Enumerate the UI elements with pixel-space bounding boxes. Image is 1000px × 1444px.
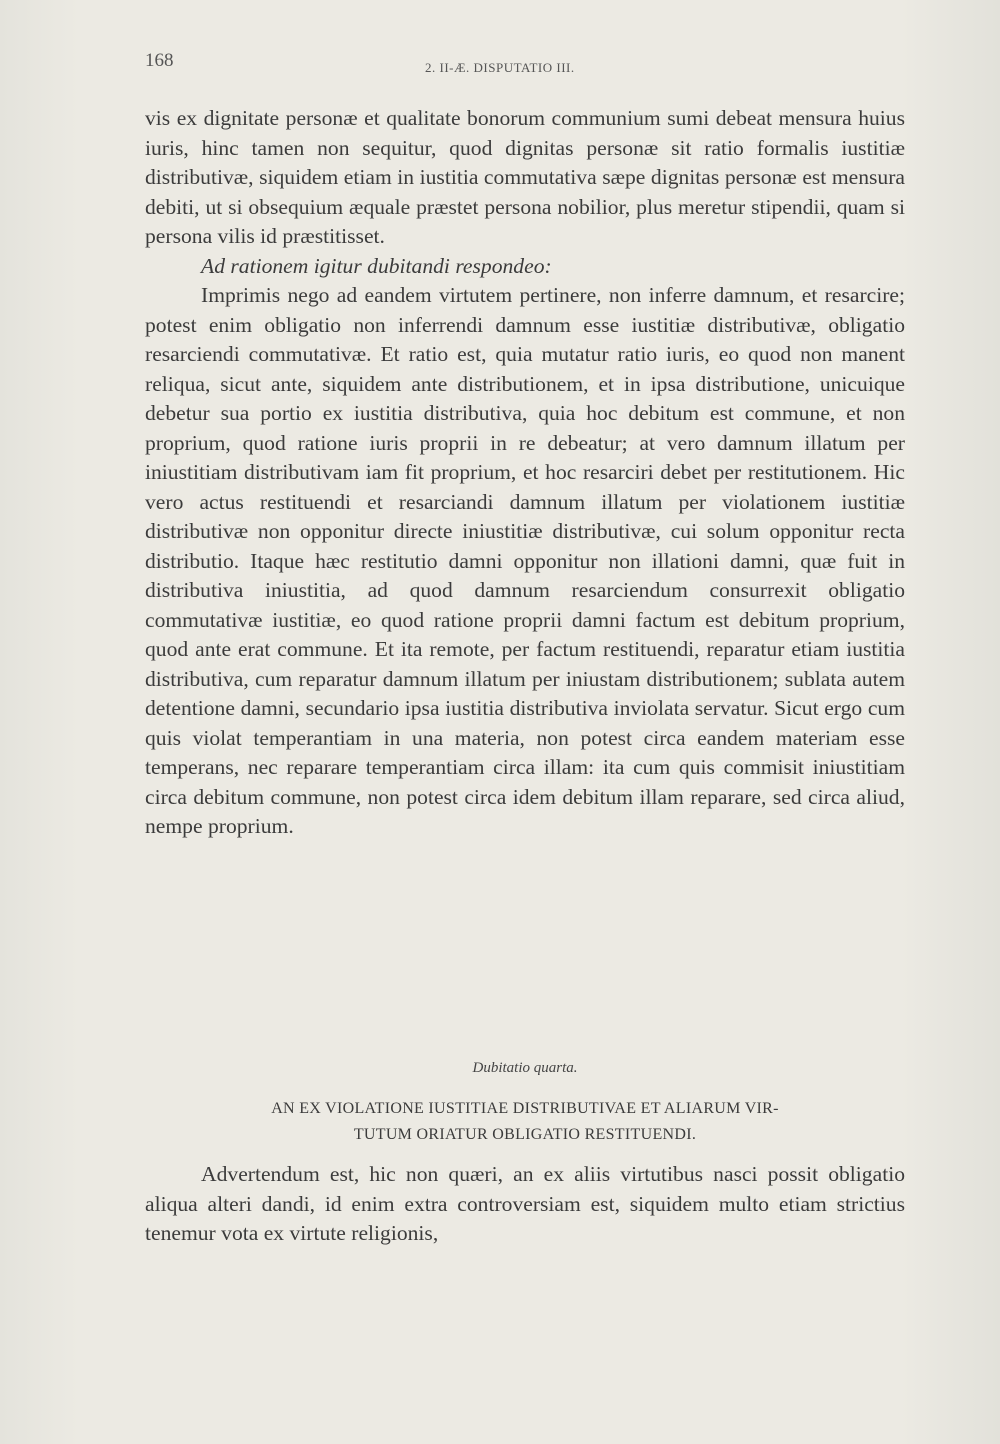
paragraph-continuation: vis ex dignitate personæ et qualitate bonorum communium sumi debeat mensura huius iuris, hinc tamen non sequitur, quod dignitas personæ sit ratio formalis iustitiæ distributivæ, siquidem etiam in iustitia commutativa sæpe dignitas personæ est mensura debiti, ut si obsequium æquale præstet persona nobilior, plus meretur stipendii, quam si persona vilis id præstitisset. [145, 106, 905, 248]
paragraph-response-heading: Ad rationem igitur dubitandi respondeo: [201, 253, 552, 278]
page-number: 168 [145, 50, 174, 71]
section-title-line-2: TUTUM ORIATUR OBLIGATIO RESTITUENDI. [353, 1126, 697, 1143]
section-title-line-1: AN EX VIOLATIONE IUSTITIAE DISTRIBUTIVAE ET ALIARUM VIR- [271, 1100, 779, 1117]
main-text [145, 104, 905, 842]
page-header [145, 50, 905, 80]
closing-text [145, 1160, 905, 1249]
running-title: 2. II-Æ. DISPUTATIO III. [425, 60, 575, 75]
paragraph-response: Imprimis nego ad eandem virtutem pertinere, non inferre damnum, et resarcire; potest enim obligatio non inferrendi damnum esse iustitiæ distributivæ, obligatio resarciendi commutativæ. Et ratio est, quia mutatur ratio iuris, eo quod non manent reliqua, sicut ante, siquidem ante distributionem, et in ipsa distributione, unicuique debetur sua portio ex iustitia distributiva, quia hoc debitum est commune, et non proprium, quod ratione iuris proprii in re debeatur; at vero damnum illatum per iniustitiam distributivam iam fit proprium, et hoc resarciri debet per restitutionem. Hic vero actus restituendi et resarciandi damnum illatum per violationem iustitiæ distributivæ non opponitur directe iniustitiæ distributivæ, cui solum opponitur recta distributio. Itaque hæc restitutio damni opponitur non illationi damni, quæ fuit in distributiva iniustitia, ad quod damnum resarciendum consurrexit obligatio commutativæ iustitiæ, eo quod ratione proprii damni factum est debitum proprium, quod ante erat commune. Et ita remote, per factum restituendi, reparatur etiam iustitia distributiva, cum reparatur damnum illatum per iniustam distributionem; sublata autem detentione damni, secundario ipsa iustitia distributiva inviolata servatur. Sicut ergo cum quis violat temperantiam in una materia, non potest circa eandem materiam esse temperans, nec reparare temperantiam circa illam: ita cum quis commisit iniustitiam circa debitum commune, non potest circa idem debitum illam reparare, sed circa aliud, nempe proprium. [145, 283, 905, 838]
section-title [145, 1096, 905, 1148]
paragraph-closing: Advertendum est, hic non quæri, an ex aliis virtutibus nasci possit obligatio aliqua alteri dandi, id enim extra controversiam est, siquidem multo etiam strictius tenemur vota ex virtute religionis, [145, 1162, 905, 1245]
section-subheading: Dubitatio quarta. [472, 1060, 578, 1076]
